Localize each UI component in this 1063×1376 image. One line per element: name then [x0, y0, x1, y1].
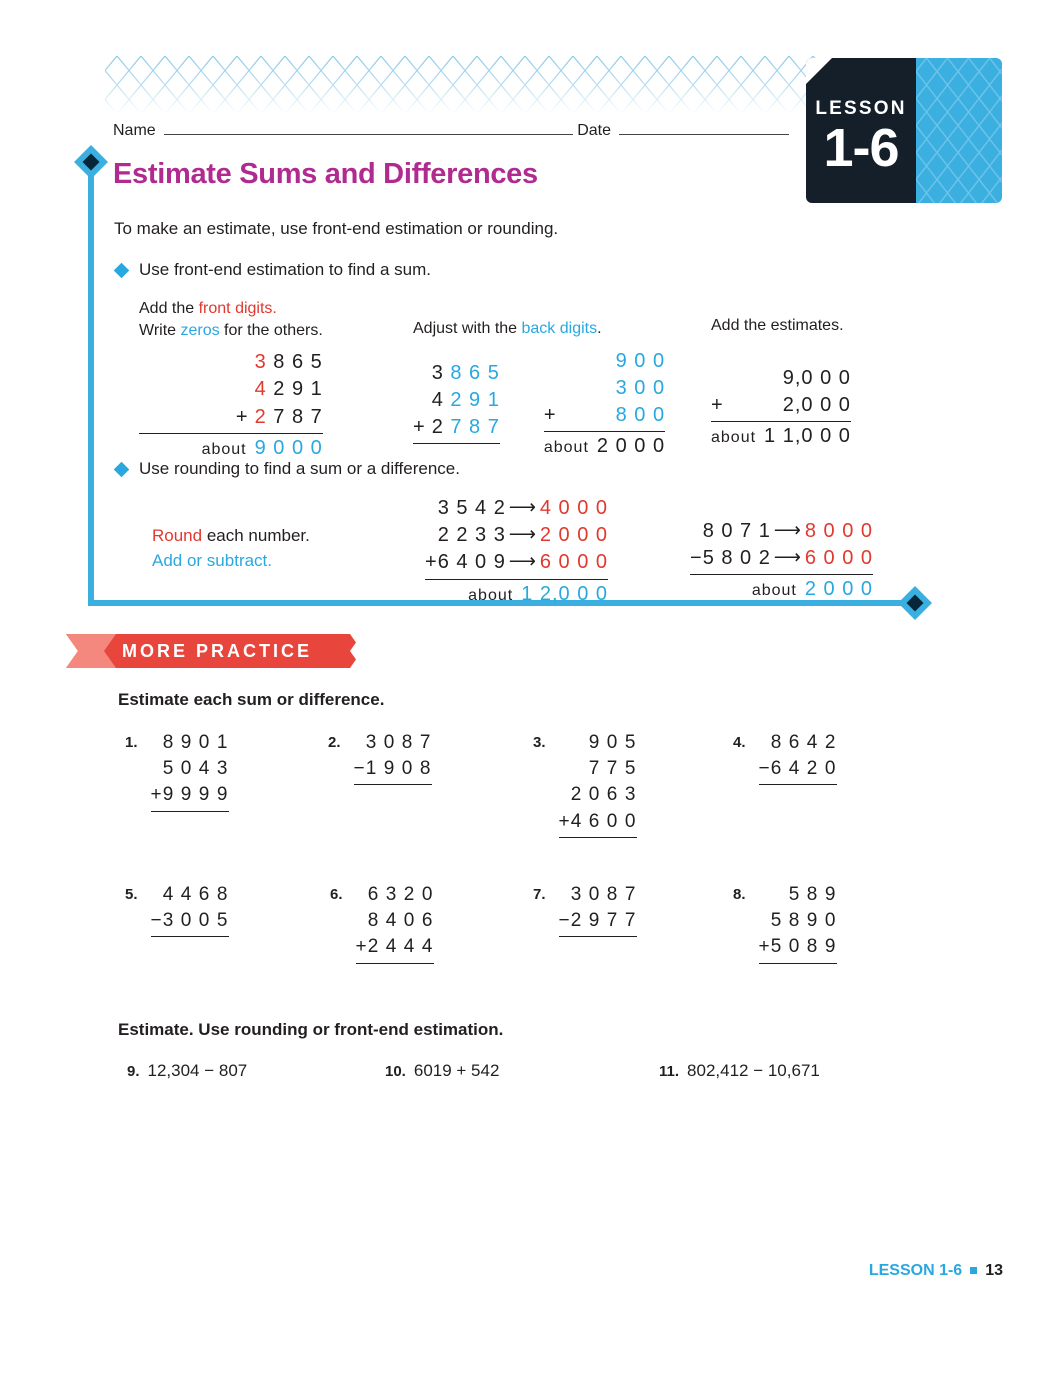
- problem-6-body[interactable]: [356, 882, 434, 964]
- problem-11[interactable]: [659, 1061, 820, 1081]
- rounding-example-subtraction: [690, 518, 873, 601]
- problem-2-row: [354, 756, 432, 782]
- col-c-about-row: [711, 425, 851, 448]
- problem-1: [125, 730, 229, 812]
- col-c-row: [711, 392, 851, 419]
- problem-4-row: [759, 730, 837, 756]
- round2-about-value: 2 0 0 0: [804, 578, 874, 601]
- col-b-side-row: [544, 402, 665, 429]
- name-label: Name: [113, 122, 156, 139]
- problem-1-row: [151, 756, 229, 782]
- col-b-about-row: [544, 435, 665, 458]
- problem-5-row: [151, 882, 229, 908]
- problem-7-number: 7.: [533, 886, 546, 903]
- problem-1-row: [151, 782, 229, 808]
- round2-about-row: [690, 578, 873, 601]
- front-end-column-c: [711, 315, 851, 448]
- problem-3-row: [559, 809, 637, 835]
- problem-4-val-1: 6 4 2 0: [770, 758, 837, 780]
- col-c-rule: [711, 421, 851, 422]
- round1-op-2: +: [425, 551, 438, 574]
- problem-1-row: [151, 730, 229, 756]
- rounding-labels: [152, 524, 310, 573]
- round2-row: [690, 545, 873, 572]
- problem-6-op-2: +: [355, 936, 368, 958]
- problem-6-val-2: 2 4 4 4: [367, 936, 434, 958]
- col-b-side-val-1: 3 0 0: [615, 376, 666, 399]
- date-label: Date: [577, 122, 611, 139]
- col-b-op-2: +: [413, 415, 426, 438]
- col-b-side-val-2: 8 0 0: [615, 403, 666, 426]
- problem-7: [533, 882, 637, 937]
- problem-6: [330, 882, 434, 964]
- arrow-right-icon: ⟶: [508, 497, 537, 519]
- problem-8-val-0: 5 8 9: [788, 884, 837, 905]
- rounding-label-red: Round: [152, 526, 203, 545]
- col-c-row: [711, 365, 851, 392]
- col-a-row: [139, 349, 323, 376]
- col-a-row: [139, 404, 323, 431]
- problem-1-val-0: 8 9 0 1: [162, 732, 229, 753]
- problem-2-number: 2.: [328, 734, 341, 751]
- round1-from-1: 2 2 3 3: [437, 524, 506, 547]
- round1-to-0: 4 0 0 0: [539, 497, 609, 519]
- col-a-about-word: about: [201, 440, 247, 458]
- front-end-column-b-heading: [413, 318, 665, 340]
- problem-7-body[interactable]: [559, 882, 637, 937]
- problem-1-val-1: 5 0 4 3: [162, 758, 229, 780]
- problem-3-val-2: 2 0 6 3: [570, 784, 637, 806]
- col-a-rule: [139, 433, 323, 434]
- round2-to-0: 8 0 0 0: [804, 520, 874, 542]
- col-b-side-rule: [544, 431, 665, 432]
- problem-5: [125, 882, 229, 937]
- problem-4-val-0: 8 6 4 2: [770, 732, 837, 753]
- problem-3: [533, 730, 637, 838]
- problem-2-val-1: 1 9 0 8: [365, 758, 432, 780]
- lesson-badge-dark-panel: [806, 58, 916, 203]
- col-b-front-2: 2: [431, 415, 444, 438]
- round2-to-1: 6 0 0 0: [804, 547, 874, 570]
- col-a-op-2: +: [235, 405, 249, 428]
- col-b-back-0: 8 6 5: [450, 361, 500, 384]
- col-a-back-2: 7 8 7: [273, 405, 323, 428]
- problem-3-val-3: 4 6 0 0: [570, 810, 637, 832]
- problem-4-body[interactable]: [759, 730, 837, 785]
- problem-4-number: 4.: [733, 734, 746, 751]
- problem-8-row: [759, 882, 837, 908]
- problem-8-row: [759, 908, 837, 934]
- col-b-back-1: 2 9 1: [450, 388, 500, 411]
- problem-2-val-0: 3 0 8 7: [365, 732, 432, 753]
- problem-6-row: [356, 934, 434, 960]
- col-b-head-pre: Adjust with the: [413, 320, 522, 337]
- round1-about-value: 1 2,0 0 0: [521, 582, 609, 605]
- problem-10-expression: 6019 + 542: [413, 1061, 500, 1080]
- col-a-about-value: 9 0 0 0: [254, 436, 323, 459]
- col-b-front-0: 3: [431, 361, 444, 384]
- problem-5-val-0: 4 4 6 8: [162, 884, 229, 905]
- problem-5-rule: [151, 936, 229, 937]
- bottom-instruction: Estimate. Use rounding or front-end estimation.: [118, 1020, 504, 1039]
- problem-6-row: [356, 908, 434, 934]
- lesson-badge-blue-panel: [916, 58, 1002, 203]
- arrow-right-icon: ⟶: [508, 524, 537, 546]
- problem-5-body[interactable]: [151, 882, 229, 937]
- problem-6-val-1: 8 4 0 6: [367, 910, 434, 932]
- lesson-badge: [806, 58, 1002, 203]
- round1-to-2: 6 0 0 0: [539, 551, 609, 574]
- problem-5-number: 5.: [125, 886, 138, 903]
- footer-lesson-label: LESSON 1-6: [868, 1262, 963, 1279]
- lesson-number: 1-6: [823, 118, 899, 179]
- col-a-back-1: 2 9 1: [273, 378, 323, 401]
- round2-from-1: 5 8 0 2: [702, 547, 771, 570]
- problem-8-val-2: 5 0 8 9: [770, 936, 837, 958]
- problem-6-row: [356, 882, 434, 908]
- bullet-rounding-label: Use rounding to find a sum or a difference.: [139, 459, 460, 478]
- round1-about-word: about: [468, 586, 514, 604]
- bullet-rounding: [116, 459, 460, 479]
- col-a-head1-red: front digits.: [198, 300, 277, 317]
- col-b-numbers: [413, 360, 500, 445]
- arrow-right-icon: ⟶: [773, 520, 802, 542]
- round1-row: [425, 549, 608, 576]
- problem-4-op-1: −: [758, 758, 771, 780]
- problem-3-val-1: 7 7 5: [588, 758, 637, 780]
- round1-row: [425, 495, 608, 522]
- name-input-line[interactable]: [164, 123, 574, 135]
- col-b-front-1: 4: [431, 388, 444, 411]
- col-b-row: [413, 387, 500, 414]
- col-b-side-op-2: +: [543, 403, 557, 426]
- problem-1-op-2: +: [150, 784, 163, 806]
- col-a-front-0: 3: [254, 351, 267, 374]
- more-practice-banner: [66, 634, 362, 668]
- problem-4-rule: [759, 784, 837, 785]
- col-a-head2-blue: zeros: [180, 321, 220, 339]
- problem-5-val-1: 3 0 0 5: [162, 910, 229, 932]
- more-practice-banner-label: MORE PRACTICE: [122, 641, 313, 661]
- bullet-front-end-label: Use front-end estimation to find a sum.: [139, 260, 431, 279]
- bullet-diamond-icon: [114, 263, 130, 279]
- bullet-diamond-icon: [114, 462, 130, 478]
- round1-about-row: [425, 583, 608, 606]
- top-mesh-decoration: [105, 56, 825, 114]
- col-b-about-value: 2 0 0 0: [596, 435, 666, 458]
- col-c-about-word: about: [711, 428, 757, 446]
- problem-3-body[interactable]: [559, 730, 637, 838]
- intro-text: To make an estimate, use front-end estimation or rounding.: [114, 219, 559, 238]
- arrow-right-icon: ⟶: [773, 547, 802, 569]
- problem-8: [733, 882, 837, 964]
- problem-8-val-1: 5 8 9 0: [770, 910, 837, 932]
- col-c-val-0: 9,0 0 0: [782, 366, 851, 389]
- round1-row: [425, 522, 608, 549]
- problem-3-rule: [559, 837, 637, 838]
- problem-8-op-2: +: [758, 936, 771, 958]
- problem-1-number: 1.: [125, 734, 138, 751]
- col-b-about-word: about: [543, 439, 589, 457]
- problem-2: [328, 730, 432, 785]
- practice-instruction: Estimate each sum or difference.: [118, 690, 385, 709]
- problem-7-row: [559, 882, 637, 908]
- round2-rule: [690, 574, 873, 575]
- round2-about-word: about: [751, 582, 797, 600]
- problem-3-op-3: +: [558, 810, 571, 832]
- col-a-front-2: 2: [254, 405, 267, 428]
- col-c-about-value: 1 1,0 0 0: [764, 424, 851, 447]
- col-a-head1-pre: Add the: [139, 300, 199, 317]
- col-a-about-row: [139, 437, 323, 460]
- problem-10-number: 10.: [385, 1063, 406, 1080]
- footer-square-icon: [970, 1267, 977, 1274]
- problem-8-rule: [759, 963, 837, 964]
- problem-6-val-0: 6 3 2 0: [367, 884, 434, 905]
- lesson-word: LESSON: [815, 98, 907, 120]
- problem-1-rule: [151, 811, 229, 812]
- col-b-side-row: [544, 375, 665, 402]
- problem-7-rule: [559, 936, 637, 937]
- col-a-front-1: 4: [254, 378, 267, 401]
- rounding-label-red-rest: each number.: [202, 526, 310, 545]
- col-b-back-2: 7 8 7: [450, 415, 500, 438]
- problem-1-val-2: 9 9 9 9: [162, 784, 229, 806]
- problem-3-number: 3.: [533, 734, 546, 751]
- round2-op-1: −: [690, 547, 703, 570]
- problem-3-row: [559, 730, 637, 756]
- col-b-row: [413, 360, 500, 387]
- col-a-back-0: 8 6 5: [273, 351, 323, 374]
- round1-from-2: 6 4 0 9: [437, 551, 506, 574]
- col-b-head-blue: back digits: [521, 320, 598, 337]
- problem-6-rule: [356, 963, 434, 964]
- col-c-op-1: +: [711, 393, 724, 416]
- problem-7-val-1: 2 9 7 7: [570, 910, 637, 932]
- col-a-head2-post: for the others.: [219, 321, 323, 339]
- problem-5-op-1: −: [150, 910, 163, 932]
- problem-10[interactable]: [385, 1061, 499, 1081]
- problem-5-row: [151, 908, 229, 934]
- left-bracket-line: [88, 166, 94, 606]
- bracket-right-diamond-icon: [898, 586, 932, 620]
- problem-8-body[interactable]: [759, 882, 837, 964]
- page-footer: [0, 1262, 1003, 1280]
- problem-7-val-0: 3 0 8 7: [570, 884, 637, 905]
- problem-9-expression: 12,304 − 807: [147, 1061, 248, 1080]
- problem-9[interactable]: [127, 1061, 247, 1081]
- round2-from-0: 8 0 7 1: [702, 520, 771, 542]
- problem-4: [733, 730, 837, 785]
- date-input-line[interactable]: [619, 123, 789, 135]
- round2-row: [690, 518, 873, 545]
- problem-3-row: [559, 756, 637, 782]
- problem-4-row: [759, 756, 837, 782]
- front-end-column-a-heading: [139, 298, 323, 341]
- col-b-side-val-0: 9 0 0: [615, 349, 666, 372]
- front-end-column-b: [413, 318, 665, 458]
- problem-7-row: [559, 908, 637, 934]
- problem-6-number: 6.: [330, 886, 343, 903]
- problem-8-row: [759, 934, 837, 960]
- round1-from-0: 3 5 4 2: [437, 497, 506, 519]
- col-b-side-row: [544, 348, 665, 375]
- problem-8-number: 8.: [733, 886, 746, 903]
- page-title: Estimate Sums and Differences: [113, 158, 538, 190]
- problem-3-row: [559, 782, 637, 808]
- col-b-head-post: .: [597, 320, 602, 337]
- rounding-label-blue: Add or subtract.: [152, 550, 273, 570]
- arrow-right-icon: ⟶: [508, 551, 537, 573]
- col-c-numbers: [711, 365, 851, 448]
- problem-2-rule: [354, 784, 432, 785]
- col-a-numbers: [139, 349, 323, 460]
- name-date-row: [113, 122, 793, 140]
- problem-9-number: 9.: [127, 1063, 140, 1080]
- round1-rule: [425, 579, 608, 580]
- problem-2-row: [354, 730, 432, 756]
- problem-11-number: 11.: [659, 1063, 680, 1080]
- col-c-val-1: 2,0 0 0: [782, 393, 851, 416]
- col-a-row: [139, 376, 323, 403]
- problem-1-body[interactable]: [151, 730, 229, 812]
- round1-to-1: 2 0 0 0: [539, 524, 609, 547]
- problem-7-op-1: −: [558, 910, 571, 932]
- col-b-row: [413, 414, 500, 441]
- problem-11-expression: 802,412 − 10,671: [687, 1061, 820, 1080]
- bracket-top-diamond-icon: [74, 145, 108, 179]
- problem-2-body[interactable]: [354, 730, 432, 785]
- col-b-side-numbers: [544, 348, 665, 459]
- front-end-column-a: [139, 298, 323, 460]
- front-end-column-c-heading: Add the estimates.: [711, 317, 844, 334]
- problem-2-op-1: −: [353, 758, 366, 780]
- footer-page-number: 13: [985, 1262, 1003, 1279]
- rounding-example-addition: [425, 495, 608, 606]
- col-b-rule: [413, 443, 500, 444]
- problem-3-val-0: 9 0 5: [588, 732, 637, 753]
- col-a-head2-pre: Write: [139, 321, 181, 339]
- bullet-front-end: [116, 260, 431, 280]
